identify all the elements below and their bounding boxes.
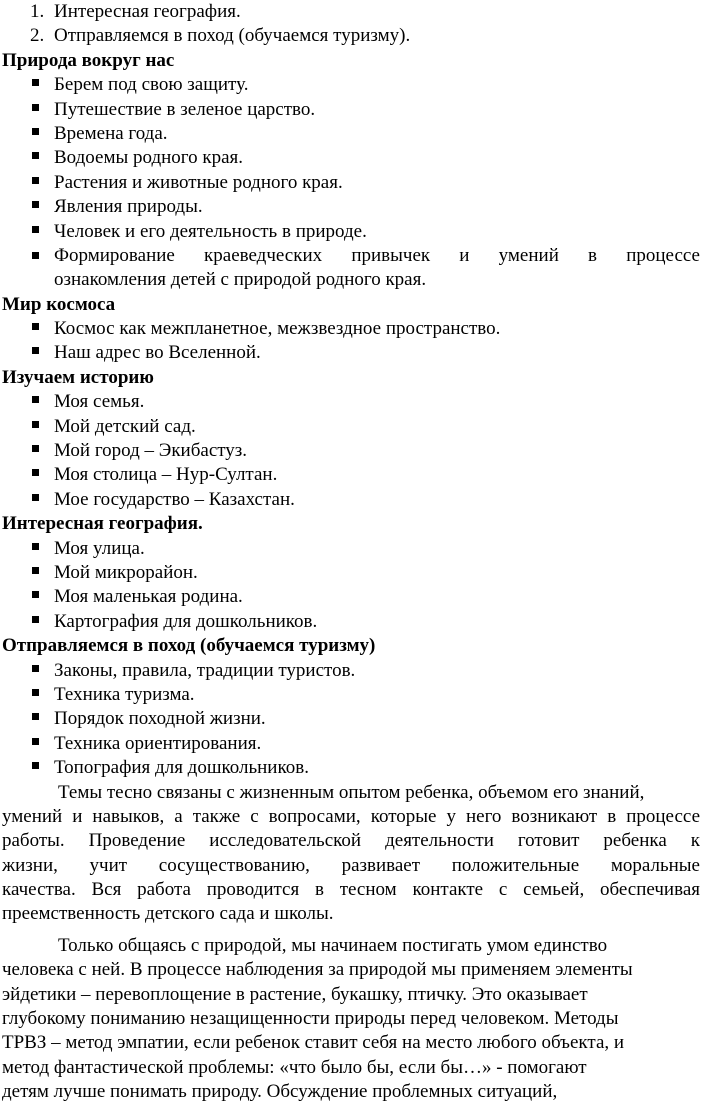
paragraph-line: Темы тесно связаны с жизненным опытом ребенка, объемом его знаний, xyxy=(58,781,645,803)
list-item: Моя улица. xyxy=(2,537,700,561)
list-item: Мой город – Экибастуз. xyxy=(2,439,700,463)
paragraph-line: эйдетики – перевоплощение в растение, букашку, птичку. Это оказывает xyxy=(2,983,588,1005)
paragraph-line: работы. Проведение исследовательской деятельности готовит ребенка к xyxy=(2,830,700,852)
list-item: Моя столица – Нур-Султан. xyxy=(2,463,700,487)
bullet-square-icon xyxy=(32,226,39,233)
bullet-square-icon xyxy=(32,201,39,208)
paragraph-line: Только общаясь с природой, мы начинаем постигать умом единство xyxy=(58,934,608,956)
list-item: Времена года. xyxy=(2,122,700,146)
bullet-square-icon xyxy=(32,567,39,574)
list-item: Формирование краеведческих привычек и умений в процессе xyxy=(2,244,700,268)
numbered-item: 2. Отправляемся в поход (обучаемся туризму). xyxy=(30,25,411,47)
section-heading: Интересная география. xyxy=(2,513,203,535)
list-item: Топография для дошкольников. xyxy=(2,756,700,780)
bullet-square-icon xyxy=(32,591,39,598)
list-item: Водоемы родного края. xyxy=(2,146,700,170)
paragraph-line: преемственность детского сада и школы. xyxy=(2,903,334,925)
list-item: Моя маленькая родина. xyxy=(2,585,700,609)
bullet-square-icon xyxy=(32,421,39,428)
paragraph-line: человека с ней. В процессе наблюдения за природой мы применяем элементы xyxy=(2,959,633,981)
bullet-square-icon xyxy=(32,543,39,550)
paragraph-line: глубокому пониманию незащищенности природы перед человеком. Методы xyxy=(2,1008,619,1030)
bullet-square-icon xyxy=(32,616,39,623)
list-item: Картография для дошкольников. xyxy=(2,610,700,634)
bullet-square-icon xyxy=(32,79,39,86)
bullet-square-icon xyxy=(32,738,39,745)
bullet-square-icon xyxy=(32,252,39,259)
bullet-square-icon xyxy=(32,762,39,769)
bullet-square-icon xyxy=(32,347,39,354)
paragraph-line: ТРВЗ – метод эмпатии, если ребенок ставит себя на место любого объекта, и xyxy=(2,1032,625,1054)
list-item: Мой детский сад. xyxy=(2,415,700,439)
list-item: Мое государство – Казахстан. xyxy=(2,488,700,512)
section-heading: Мир космоса xyxy=(2,293,116,315)
list-item: Моя семья. xyxy=(2,390,700,414)
bullet-square-icon xyxy=(32,689,39,696)
section-heading: Природа вокруг нас xyxy=(2,49,175,71)
bullet-square-icon xyxy=(32,323,39,330)
bullet-square-icon xyxy=(32,128,39,135)
bullet-square-icon xyxy=(32,665,39,672)
paragraph-line: умений и навыков, а также с вопросами, которые у него возникают в процессе xyxy=(2,805,700,827)
list-item: Порядок походной жизни. xyxy=(2,707,700,731)
bullet-square-icon xyxy=(32,713,39,720)
list-item: Техника ориентирования. xyxy=(2,732,700,756)
section-heading: Отправляемся в поход (обучаемся туризму) xyxy=(2,635,376,657)
list-item: Человек и его деятельность в природе. xyxy=(2,220,700,244)
list-item: Берем под свою защиту. xyxy=(2,73,700,97)
paragraph-line: качества. Вся работа проводится в тесном контакте с семьей, обеспечивая xyxy=(2,879,700,901)
list-item: Законы, правила, традиции туристов. xyxy=(2,659,700,683)
bullet-square-icon xyxy=(32,469,39,476)
paragraph-line: детям лучше понимать природу. Обсуждение проблемных ситуаций, xyxy=(2,1081,558,1103)
paragraph xyxy=(2,781,700,927)
bullet-square-icon xyxy=(32,104,39,111)
paragraph xyxy=(2,934,700,1105)
list-item: Техника туризма. xyxy=(2,683,700,707)
section-heading: Изучаем историю xyxy=(2,366,154,388)
list-item: Космос как межпланетное, межзвездное пространство. xyxy=(2,317,700,341)
list-item: Путешествие в зеленое царство. xyxy=(2,98,700,122)
numbered-item: 1. Интересная география. xyxy=(30,1,241,22)
list-item: Растения и животные родного края. xyxy=(2,171,700,195)
bullet-square-icon xyxy=(32,445,39,452)
bullet-square-icon xyxy=(32,396,39,403)
list-item-continuation: ознакомления детей с природой родного края. xyxy=(54,269,427,291)
bullet-square-icon xyxy=(32,152,39,159)
list-item: Наш адрес во Вселенной. xyxy=(2,341,700,365)
paragraph-line: жизни, учит сосуществованию, развивает положительные моральные xyxy=(2,854,700,876)
paragraph-line: метод фантастической проблемы: «что было бы, если бы…» - помогают xyxy=(2,1056,587,1078)
list-item: Мой микрорайон. xyxy=(2,561,700,585)
bullet-square-icon xyxy=(32,177,39,184)
bullet-square-icon xyxy=(32,494,39,501)
list-item: Явления природы. xyxy=(2,195,700,219)
